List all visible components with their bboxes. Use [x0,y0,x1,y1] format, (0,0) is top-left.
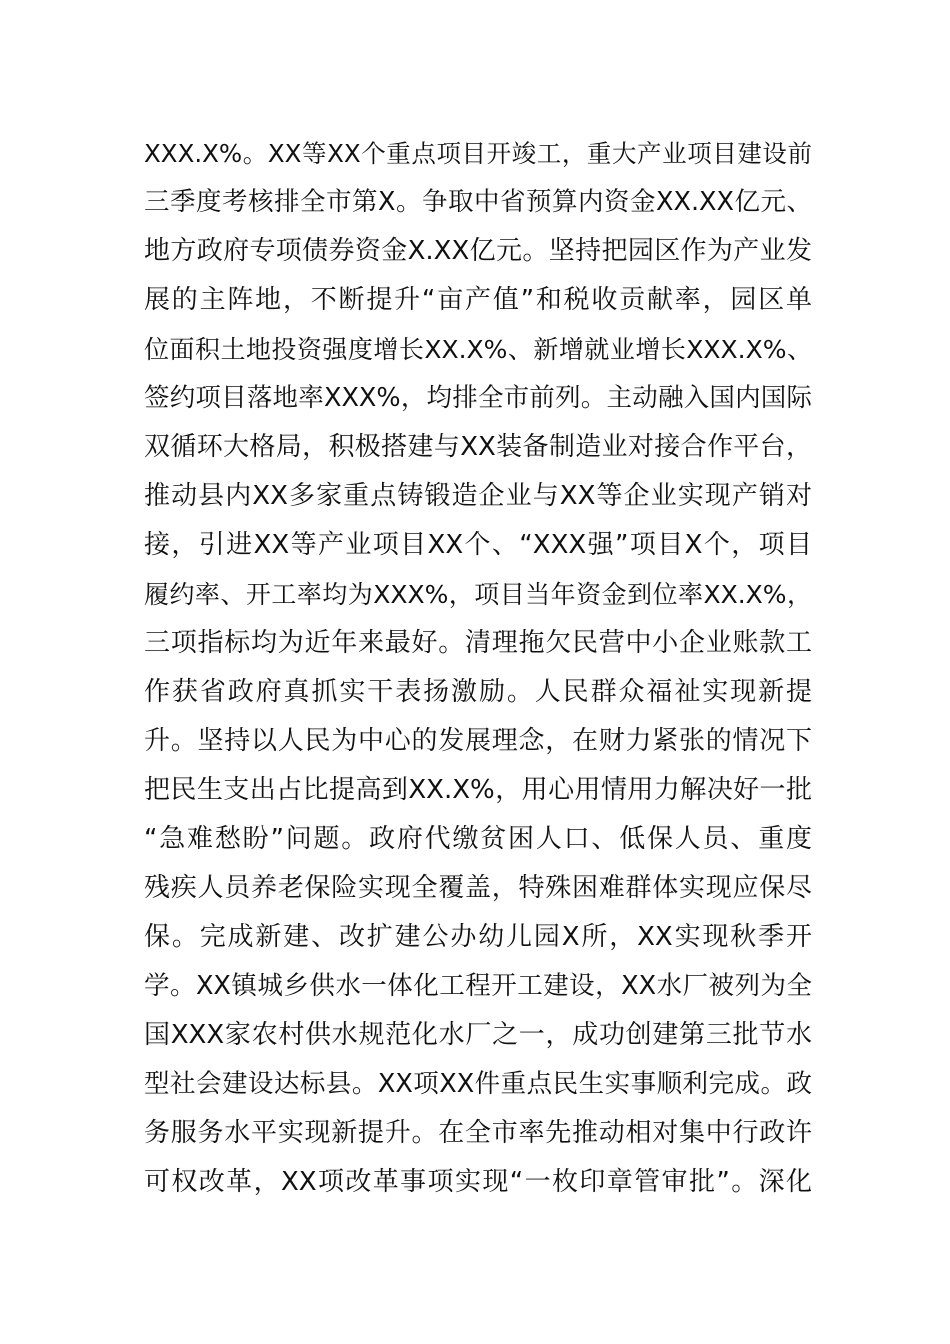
text-line: 保。完成新建、改扩建公办幼儿园X所，XX实现秋季开 [144,922,812,952]
text-line: 升。坚持以人民为中心的发展理念，在财力紧张的情况下 [144,726,812,756]
text-line: 位面积土地投资强度增长XX.X%、新增就业增长XXX.X%、 [144,335,812,364]
text-line: “急难愁盼”问题。政府代缴贫困人口、低保人员、重度 [144,824,812,854]
text-line: XXX.X%。XX等XX个重点项目开竣工，重大产业项目建设前 [144,139,812,168]
text-line: 地方政府专项债券资金X.XX亿元。坚持把园区作为产业发 [144,236,812,266]
text-line: 三季度考核排全市第X。争取中省预算内资金XX.XX亿元、 [144,187,812,217]
text-line: 三项指标均为近年来最好。清理拖欠民营中小企业账款工 [144,628,812,658]
text-line: 务服务水平实现新提升。在全市率先推动相对集中行政许 [144,1118,812,1148]
text-line: 可权改革，XX项改革事项实现“一枚印章管审批”。深化 [144,1167,812,1197]
text-line: 学。XX镇城乡供水一体化工程开工建设，XX水厂被列为全 [144,971,812,1001]
text-line: 把民生支出占比提高到XX.X%，用心用情用力解决好一批 [144,775,812,805]
text-line: 残疾人员养老保险实现全覆盖，特殊困难群体实现应保尽 [144,873,812,903]
text-line: 签约项目落地率XXX%，均排全市前列。主动融入国内国际 [144,383,812,413]
text-line: 推动县内XX多家重点铸锻造企业与XX等企业实现产销对 [144,481,812,511]
body-paragraph [144,129,812,1207]
text-line: 履约率、开工率均为XXX%，项目当年资金到位率XX.X%， [144,580,812,609]
text-line: 展的主阵地，不断提升“亩产值”和税收贡献率，园区单 [144,285,812,315]
text-line: 作获省政府真抓实干表扬激励。人民群众福祉实现新提 [144,677,812,707]
text-line: 国XXX家农村供水规范化水厂之一，成功创建第三批节水 [144,1020,812,1050]
text-line: 接，引进XX等产业项目XX个、“XXX强”项目X个，项目 [144,530,812,560]
text-line: 双循环大格局，积极搭建与XX装备制造业对接合作平台， [144,432,812,462]
text-line: 型社会建设达标县。XX项XX件重点民生实事顺利完成。政 [144,1069,812,1099]
